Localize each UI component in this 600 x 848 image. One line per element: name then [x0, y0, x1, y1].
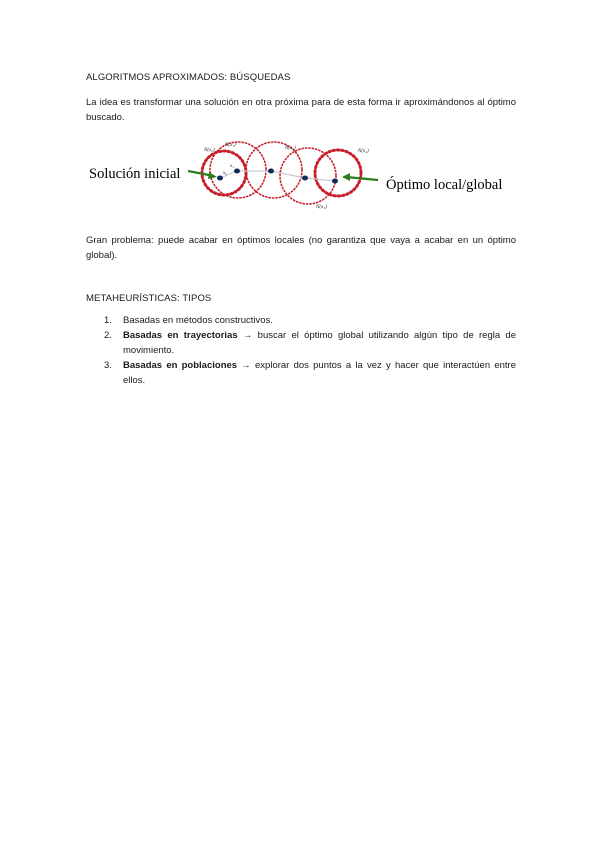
list-number: 2.	[104, 330, 112, 341]
point-x4	[332, 179, 338, 184]
optimum-label: Óptimo local/global	[386, 177, 503, 193]
neighborhood-label-1: N(x₁)	[225, 143, 236, 148]
list-item	[86, 358, 516, 388]
neighborhood-circle-3	[280, 148, 336, 204]
point-x2	[268, 169, 274, 174]
item-text: → buscar el óptimo global utilizando algún tipo de regla de movimiento.	[123, 330, 516, 356]
item-bold-term: Basadas en trayectorias	[123, 330, 238, 341]
point-x1	[234, 169, 240, 174]
point-label-0: x₀	[223, 171, 227, 176]
search-neighborhood-diagram	[86, 138, 516, 213]
problem-paragraph: Gran problema: puede acabar en óptimos locales (no garantiza que vaya a acabar en un óptimo global).	[86, 235, 516, 261]
point-label-1: x₁	[230, 164, 234, 169]
point-x3	[302, 176, 308, 181]
list-number: 3.	[104, 360, 112, 371]
list-item	[86, 328, 516, 358]
section-title-algoritmos: ALGORITMOS APROXIMADOS: BÚSQUEDAS	[86, 72, 291, 83]
initial-solution-label: Solución inicial	[89, 166, 181, 182]
neighborhood-label-3: N(x₃)	[316, 205, 327, 210]
list-item	[86, 313, 516, 328]
neighborhood-label-4: N(x₄)	[358, 149, 369, 154]
right-arrow	[346, 177, 378, 180]
list-number: 1.	[104, 315, 112, 326]
metaheuristic-types-list	[86, 313, 516, 388]
right-arrowhead	[342, 173, 350, 181]
left-arrowhead	[208, 172, 217, 179]
neighborhood-circle-4	[315, 150, 361, 196]
item-text: → explorar dos puntos a la vez y hacer que interactúen entre ellos.	[123, 360, 516, 386]
intro-paragraph: La idea es transformar una solución en otra próxima para de esta forma ir aproximándonos al óptimo buscado.	[86, 97, 516, 123]
item-bold-term: Basadas en poblaciones	[123, 360, 238, 371]
section-title-metaheuristicas: METAHEURÍSTICAS: TIPOS	[86, 293, 212, 304]
neighborhood-label-2: N(x₂)	[285, 146, 296, 151]
neighborhood-label-0: N(x₀)	[204, 148, 215, 153]
point-x0	[217, 176, 223, 181]
item-text: Basadas en métodos constructivos.	[123, 315, 273, 326]
